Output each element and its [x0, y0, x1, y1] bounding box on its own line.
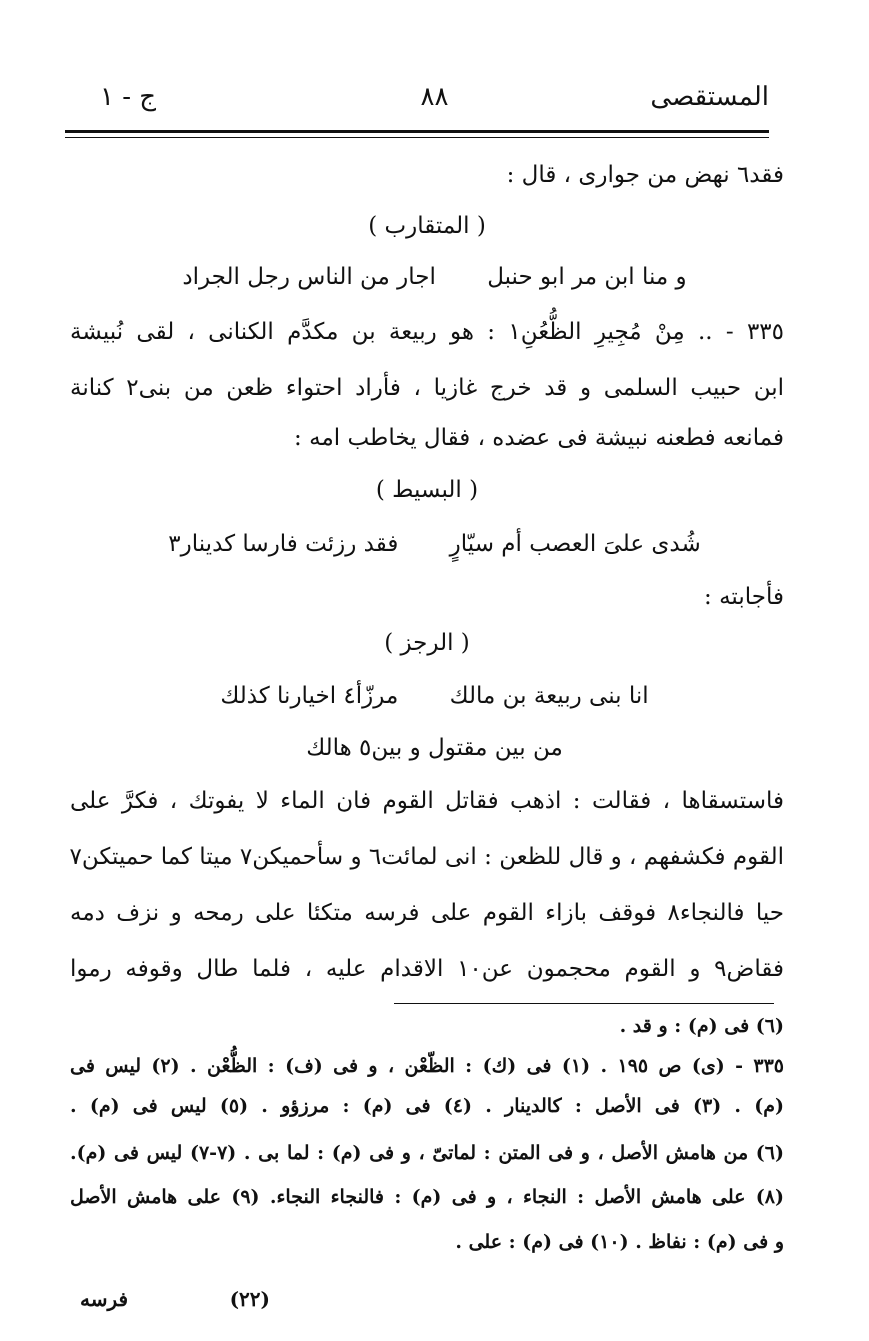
book-title: المستقصى — [650, 82, 769, 112]
volume-label: ج - ١ — [100, 82, 157, 112]
header-rule-thick — [65, 130, 769, 133]
footnote-line: (٦) فى (م) : و قد . — [619, 1015, 784, 1037]
verse-hemistich: مرزّأ٤ اخيارنا كذلك — [220, 683, 399, 709]
signature-mark: (٢٢) — [229, 1287, 270, 1311]
footnote-line: (م) . (٣) فى الأصل : كالدينار . (٤) فى (م) : مرزؤو . (٥) ليس فى (م) . — [70, 1095, 784, 1117]
verse-hemistich: شُدى علىَ العصب أم سيّارٍ — [449, 531, 701, 557]
meter-label: ( المتقارب ) — [368, 213, 486, 239]
text-line: ابن حبيب السلمى و قد خرج غازيا ، فأراد احتواء ظعن من بنى٢ كنانة — [70, 375, 784, 401]
verse-hemistich: اجار من الناس رجل الجراد — [182, 264, 436, 290]
meter-label: ( البسيط ) — [375, 477, 479, 503]
page-header — [70, 82, 799, 122]
verse-line — [70, 262, 799, 292]
verse-hemistich: فقد رزئت فارسا كدينار٣ — [168, 531, 399, 557]
footnote-line: (٦) من هامش الأصل ، و فى المتن : لماتىّ ، و فى (م) : لما بى . (٧-٧) ليس فى (م). — [70, 1142, 785, 1164]
verse-line: من بين مقتول و بين٥ هالك — [306, 735, 563, 761]
text-line: فقاض٩ و القوم محجمون عن١٠ الاقدام عليه ، فلما طال وقوفه رموا — [70, 956, 784, 982]
text-line: فمانعه فطعنه نبيشة فى عضده ، فقال يخاطب امه : — [294, 425, 784, 451]
footnote-line: ٣٣٥ - (ى) ص ١٩٥ . (١) فى (ك) : الظّعْن ، و فى (ف) : الظُّعْن . (٢) ليس فى — [70, 1055, 784, 1077]
text-line: ٣٣٥ - .. مِنْ مُجِيرِ الظُّعُنِ١ : هو ربيعة بن مكدَّم الكنانى ، لقى نُبيشة — [70, 319, 784, 345]
page-footer — [80, 1287, 380, 1317]
text-line: فأجابته : — [704, 584, 784, 610]
footnote-rule — [394, 1003, 774, 1004]
page-number: ٨٨ — [420, 82, 449, 112]
verse-line — [70, 529, 799, 559]
text-line: حيا فالنجاء٨ فوقف بازاء القوم على فرسه متكئا على رمحه و نزف دمه — [70, 900, 784, 926]
verse-hemistich: و منا ابن مر ابو حنبل — [487, 264, 687, 290]
catchword: فرسه — [80, 1287, 129, 1311]
text-line: القوم فكشفهم ، و قال للظعن : انى لمائت٦ و سأحميكن٧ ميتا كما حميتكن٧ — [69, 844, 784, 870]
footnote-line: و فى (م) : نفاظ . (١٠) فى (م) : على . — [455, 1231, 784, 1253]
verse-line — [70, 681, 799, 711]
text-line: فاستسقاها ، فقالت : اذهب فقاتل القوم فان الماء لا يفوتك ، فكرَّ على — [70, 788, 784, 814]
meter-label: ( الرجز ) — [384, 630, 470, 656]
footnote-line: (٨) على هامش الأصل : النجاء ، و فى (م) : فالنجاء النجاء. (٩) على هامش الأصل — [70, 1186, 784, 1208]
text-line: فقد٦ نهض من جوارى ، قال : — [506, 162, 784, 188]
header-rule-thin — [65, 137, 769, 138]
verse-hemistich: انا بنى ربيعة بن مالك — [449, 683, 649, 709]
